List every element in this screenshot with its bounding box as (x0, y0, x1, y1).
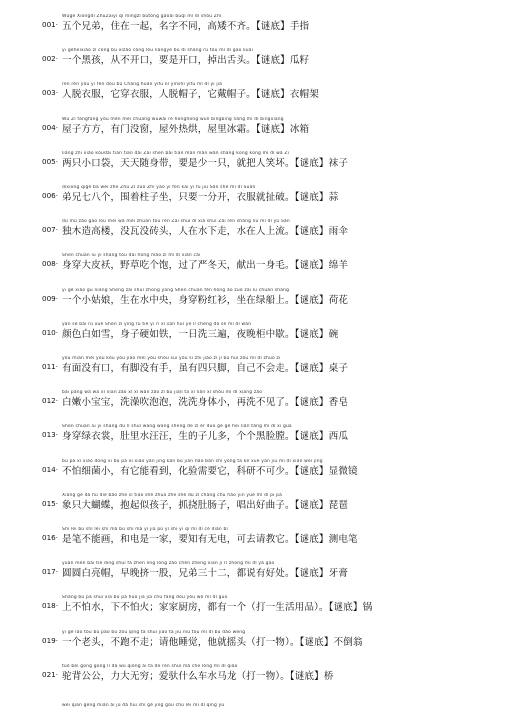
riddle-number: 002· (42, 54, 59, 64)
riddle-line (42, 293, 502, 307)
riddle-pinyin: yī gè lǎo tóu bù pǎo bù zǒu qǐng tā shuì jiào tā jiù niǔ tóu mí dǐ bù dào wēng (62, 629, 246, 635)
riddle-number: 001· (42, 20, 59, 29)
riddle-text: 不怕细菌小，有它能看到，化验需要它，科研不可少。【谜底】显微镜 (62, 465, 358, 477)
riddle-line (42, 54, 502, 67)
riddle-number: 007· (42, 225, 59, 235)
riddle-item (42, 241, 502, 272)
riddle-item (42, 2, 502, 33)
riddle-pinyin: Shēn chuān lǜ yī shang dù lǐ shuǐ wāng wāng shēng de zǐ ér duō gè gè hēi liǎn táng mí dǐ xī guā (62, 424, 292, 430)
riddle-line (42, 225, 502, 238)
riddle-line (42, 533, 502, 546)
riddle-number: 004· (42, 122, 59, 132)
riddle-pinyin: yī gè xiǎo gū niáng Shēng zài shuǐ zhōng yāng Shēn chuān fěn hóng ǎo zuò zài lǜ chuán shàng (62, 287, 290, 293)
riddle-number: 010· (42, 327, 59, 337)
riddle-pinyin: Wū Zǐ fāngfāng yǒu mén méi chuāng wūwài rè hōnghōng wūlǐ bīngbīng liáng mí dǐ bīngxiāng (62, 116, 284, 122)
riddle-text: 驼背公公，力大无穷；爱驮什么车水马龙（打一物）。【谜底】桥 (62, 670, 334, 682)
riddle-pinyin: liǎng zhī xiǎo kǒudài tiān tiān dài Zài shēn bái tiān mǎn mǎn wǎn shàng kōng kōng mí dǐ wà Zi (62, 150, 290, 156)
riddle-item (42, 36, 502, 67)
riddle-text: 人脱衣服，它穿衣服，人脱帽子，它戴帽子。【谜底】衣帽架 (62, 89, 319, 101)
riddle-pinyin: Xiàng gè dà hú dié bào zhe sì tiáo shé zhuā zhe shé dù zǐ chàng chū hǎo yīn yuè mí dǐ pí pá (62, 492, 283, 498)
riddle-item (42, 310, 502, 341)
riddle-number: 006· (42, 191, 59, 200)
riddle-text: 象只大蝴蝶，抱起似孩子，抓挠肚肠子，唱出好曲子。【谜底】琵琶 (62, 499, 349, 511)
riddle-item (42, 652, 502, 683)
riddle-number: 017· (42, 567, 59, 577)
riddle-number: 021· (42, 669, 59, 679)
riddle-number: 003· (42, 88, 59, 98)
riddle-text: 弟兄七八个，围着柱子坐，只要一分开，衣服就扯破。【谜底】蒜 (62, 192, 339, 203)
riddle-item (42, 618, 502, 649)
riddle-item (42, 378, 502, 409)
riddle-text: 圆圆白亮帽，早晚挤一股，兄弟三十二，都说有好处。【谜底】牙膏 (62, 568, 349, 580)
riddle-pinyin: Shì lěi bù shì lěi shì mǎ bù shì mǎ yì jiā pǔ yǐ shì yī qì mí dǐ cè diàn bǐ (62, 527, 228, 532)
riddle-line (42, 327, 502, 341)
riddle-item (42, 549, 502, 580)
riddle-line (42, 156, 502, 170)
riddle-pinyin: bái pàng wá wa xǐ xiān zǎo xǐ xǐ wán zǎo zǐ bù jiàn tā xǐ liǎn xǐ shǒu mí dǐ xiāng zào (62, 390, 263, 396)
riddle-text: 一个老头，不跑不走；请他睡觉，他就摇头（打一物）。【谜底】不倒翁 (62, 636, 363, 648)
riddle-item (42, 276, 502, 307)
riddle-line (42, 88, 502, 101)
riddle-line (42, 430, 502, 443)
riddle-pinyin: yǒu miàn méi yǒu kǒu yǒu jiǎo méi yǒu shǒu suī yǒu sì zhī jiǎo zì jǐ bù huì zǒu mí dǐ zhuō zi (62, 356, 281, 361)
riddle-item (42, 412, 502, 443)
riddle-text: 身穿大皮袄，野草吃个饱，过了严冬天，献出一身毛。【谜底】绵羊 (62, 260, 349, 272)
riddle-text: 白嫩小宝宝，洗澡吹泡泡，洗洗身体小，再洗不见了。【谜底】香皂 (62, 397, 349, 409)
riddle-item (42, 515, 502, 546)
riddle-text: 颜色白如雪，身子硬如铁，一日洗三遍，夜晚柜中歇。【谜底】碗 (62, 328, 339, 340)
riddle-number: 009· (42, 293, 59, 303)
riddle-item (42, 447, 502, 478)
riddle-line (42, 362, 502, 375)
riddle-pinyin: rén rén yǒu yī fèn dōu bù Cháng huàn yīfu nǐ yǐnshí yǐfu mí dǐ yī jià (62, 82, 223, 88)
riddle-item (42, 139, 502, 170)
riddle-number: 011· (42, 362, 59, 371)
riddle-line (42, 20, 502, 33)
riddle-item (42, 105, 502, 136)
riddle-number: 015· (42, 498, 59, 508)
riddle-line (42, 601, 502, 614)
riddle-pinyin: Shēn chuān lǜ yī shang tóu dài hóng mào zi mí dǐ xiàn cài (62, 253, 201, 259)
riddle-item (42, 70, 502, 101)
riddle-item (42, 344, 502, 375)
riddle-text: 是笔不能画，和电是一家，要知有无电，可去请教它。【谜底】测电笔 (62, 534, 358, 545)
riddle-text: 一个黑孩，从不开口，要是开口，掉出舌头。【谜底】瓜籽 (62, 55, 310, 67)
riddle-item (42, 173, 502, 204)
riddle-pinyin: Wǔgè Xiōngdì ZhùZàiyì qǐ míngzì bùtóng gāoǎi bùqí mí dǐ shǒu Zhǐ (62, 14, 222, 19)
riddle-number: 019· (42, 635, 59, 645)
riddle-pinyin: bù pà xì xiǎo dōng xi bù pà xì xiǎo yǎn jīng kàn bù jiàn hǎo bàn shǐ yòng tā kē xué yán jiū mí dǐ xiǎn wēi jìng (62, 458, 323, 464)
riddle-text: 屋子方方，有门没窗，屋外热烘，屋里冰霜。【谜底】冰箱 (62, 123, 310, 135)
riddle-line (42, 191, 502, 204)
riddle-text: 身穿绿衣裳，肚里水汪汪，生的子儿多，个个黑脸膛。【谜底】西瓜 (62, 431, 349, 443)
riddle-line (42, 635, 502, 649)
riddle-pinyin: yuán mén bái tiě dīng shuǐ fǎ zhēn líng lóng zǎo chén zhēng xiān jǐ rì zhōng mí dǐ yá gāo (62, 561, 275, 567)
riddle-text: 独木造高楼，没瓦没砖头，人在水下走，水在人上流。【谜底】雨伞 (62, 226, 349, 238)
footer-pinyin: wèi qiān gèng mián ài jù dǎ huī shì ɡè jīnɡ ɡòu chù lèi mí dǐ qìnɡ yù (62, 703, 225, 708)
riddle-item (42, 207, 502, 238)
riddle-text: 有面没有口，有脚没有手，虽有四只脚，自己不会走。【谜底】桌子 (62, 363, 349, 374)
riddle-number: 008· (42, 259, 59, 269)
riddle-text: 上不怕水，下不怕火；家家厨房，都有一个（打一生活用品）。【谜底】锅 (62, 602, 373, 614)
riddle-number: 013· (42, 430, 59, 440)
riddle-pinyin: dú mù zào gāo lóu méi wǎ méi zhuān tóu rén Zài shuǐ dǐ xià shuǐ Zài rén shàng liú mí dǐ yǔ Sǎn (62, 219, 290, 225)
riddle-pinyin: yán sè bái rú xuě Shēn zǐ yìng rú tiě yī rì xǐ sān huí yè lǐ chéng dǎ sè mí dǐ wǎn (62, 321, 252, 327)
riddle-number: 014· (42, 464, 59, 474)
riddle-line (42, 498, 502, 512)
riddle-line (42, 259, 502, 272)
riddle-number: 005· (42, 156, 59, 166)
riddle-text: 两只小口袋，天天随身带，要是少一只，就把人笑坏。【谜底】袜子 (62, 157, 349, 169)
riddle-number: 012· (42, 396, 59, 406)
riddle-pinyin: yī gèhēixiǎo zǐ cóng bù xǐzǎo cóng lóu liàngyě bù dì shàng rǔ tóu mí dǐ gāo kuài (62, 48, 254, 54)
riddle-line (42, 567, 502, 580)
riddle-line (42, 396, 502, 409)
riddle-line (42, 464, 502, 478)
riddle-pinyin: dìxiōng qīgè bā wéi zhe Zhù Zǐ zuò Zhǐ yào yī fēn kāi yī fu jiù Sǎn shè mí dǐ Suàn (62, 185, 256, 190)
riddle-item (42, 481, 502, 512)
riddle-number: 018· (42, 601, 59, 611)
riddle-number: 016· (42, 533, 59, 542)
riddle-text: 一个小姑娘，生在水中央，身穿粉红衫，坐在绿船上。【谜底】荷花 (62, 294, 349, 306)
riddle-pinyin: tuó bèi gōng gong lì dà wú qióng ài tā de rén shuǐ mǎ chē lóng mí dǐ qiáo (62, 663, 238, 669)
riddle-line (42, 669, 502, 683)
riddle-text: 五个兄弟，住在一起，名字不同，高矮不齐。【谜底】手指 (62, 21, 310, 32)
riddle-line (42, 122, 502, 136)
riddle-item (42, 583, 502, 614)
riddle-pinyin: Shàng bù pà shuǐ xià bù pà huǒ jiā jiā chú fáng dōu yǒu wǒ mí dǐ guō (62, 595, 228, 601)
